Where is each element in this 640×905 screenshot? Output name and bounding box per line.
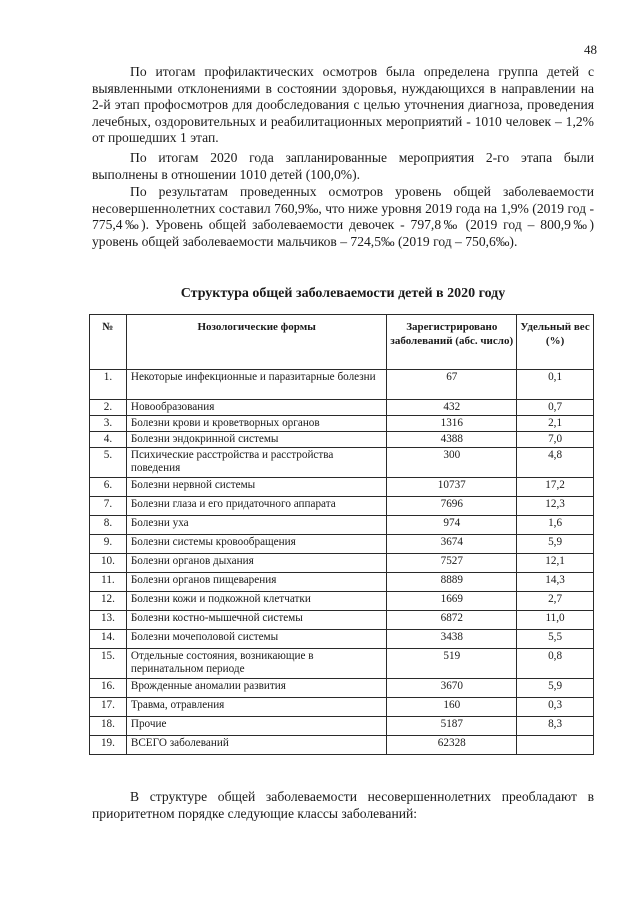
row-name: Болезни нервной системы (126, 478, 387, 497)
row-count: 3674 (387, 535, 517, 554)
row-count: 8889 (387, 573, 517, 592)
table-row (90, 478, 594, 497)
table-row (90, 416, 594, 432)
table-row (90, 448, 594, 478)
paragraph-structure-intro: В структуре общей заболеваемости несовершеннолетних преобладают в приоритетном порядке следующие классы заболеваний: (92, 789, 594, 821)
table-row (90, 649, 594, 679)
row-count: 5187 (387, 717, 517, 736)
row-number: 18. (90, 717, 127, 736)
morbidity-table (89, 314, 594, 755)
row-share: 2,7 (517, 592, 594, 611)
row-number: 10. (90, 554, 127, 573)
row-share: 12,3 (517, 497, 594, 516)
table-row (90, 717, 594, 736)
paragraph-morbidity-level: По результатам проведенных осмотров уровень общей заболеваемости несовершеннолетних составил 760,9‰, что ниже уровня 2019 года на 1,9% (2019 год - 775,4‰). Уровень общей заболеваемости девочек - 797,8‰ (2019 год – 800,9‰) уровень общей заболеваемости мальчиков – 724,5‰ (2019 год – 750,6‰). (92, 184, 594, 249)
paragraph-screening-results: По итогам профилактических осмотров была определена группа детей с выявленными отклонениями в состоянии здоровья, нуждающихся в направлении на 2-й этап профосмотров для дообследования с целью уточнения диагноза, проведения лечебных, оздоровительных и реабилитационных мероприятий - 1010 человек – 1,2% от прошедших 1 этап. (92, 64, 594, 145)
row-count: 432 (387, 400, 517, 416)
row-name: ВСЕГО заболеваний (126, 736, 387, 755)
row-number: 19. (90, 736, 127, 755)
row-name: Врожденные аномалии развития (126, 679, 387, 698)
row-count: 519 (387, 649, 517, 679)
row-share: 12,1 (517, 554, 594, 573)
row-share: 5,9 (517, 535, 594, 554)
row-share: 0,8 (517, 649, 594, 679)
row-count: 1316 (387, 416, 517, 432)
paragraph-second-stage: По итогам 2020 года запланированные мероприятия 2-го этапа были выполнены в отношении 1010 детей (100,0%). (92, 150, 594, 182)
table-row (90, 736, 594, 755)
row-number: 11. (90, 573, 127, 592)
table-row (90, 573, 594, 592)
row-number: 8. (90, 516, 127, 535)
page-number: 48 (584, 42, 597, 57)
row-name: Болезни эндокринной системы (126, 432, 387, 448)
row-name: Болезни органов дыхания (126, 554, 387, 573)
row-share: 8,3 (517, 717, 594, 736)
row-name: Прочие (126, 717, 387, 736)
row-share: 5,9 (517, 679, 594, 698)
row-number: 1. (90, 370, 127, 400)
row-name: Болезни костно-мышечной системы (126, 611, 387, 630)
table-row (90, 592, 594, 611)
table-header-row (90, 315, 594, 370)
header-share: Удельный вес (%) (517, 315, 594, 370)
row-share: 2,1 (517, 416, 594, 432)
row-count: 3438 (387, 630, 517, 649)
row-share: 0,7 (517, 400, 594, 416)
table-title: Структура общей заболеваемости детей в 2020 году (180, 286, 506, 301)
row-name: Болезни кожи и подкожной клетчатки (126, 592, 387, 611)
row-number: 3. (90, 416, 127, 432)
row-count: 3670 (387, 679, 517, 698)
row-number: 13. (90, 611, 127, 630)
row-count: 4388 (387, 432, 517, 448)
row-number: 12. (90, 592, 127, 611)
row-count: 300 (387, 448, 517, 478)
header-name: Нозологические формы (126, 315, 387, 370)
header-count: Зарегистрировано заболеваний (абс. число) (387, 315, 517, 370)
table-row (90, 679, 594, 698)
row-number: 2. (90, 400, 127, 416)
row-count: 7696 (387, 497, 517, 516)
row-number: 4. (90, 432, 127, 448)
row-name: Травма, отравления (126, 698, 387, 717)
row-share: 17,2 (517, 478, 594, 497)
table-row (90, 432, 594, 448)
row-number: 14. (90, 630, 127, 649)
row-count: 1669 (387, 592, 517, 611)
row-share (517, 736, 594, 755)
row-share: 14,3 (517, 573, 594, 592)
row-number: 7. (90, 497, 127, 516)
row-name: Отдельные состояния, возникающие в перинатальном периоде (126, 649, 387, 679)
row-count: 10737 (387, 478, 517, 497)
row-share: 4,8 (517, 448, 594, 478)
row-number: 16. (90, 679, 127, 698)
row-number: 17. (90, 698, 127, 717)
table-row (90, 497, 594, 516)
row-name: Психические расстройства и расстройства поведения (126, 448, 387, 478)
table-body (90, 370, 594, 755)
table-row (90, 516, 594, 535)
table-row (90, 698, 594, 717)
table-row (90, 370, 594, 400)
row-name: Новообразования (126, 400, 387, 416)
row-count: 974 (387, 516, 517, 535)
row-count: 160 (387, 698, 517, 717)
table-row (90, 554, 594, 573)
row-name: Болезни органов пищеварения (126, 573, 387, 592)
row-number: 6. (90, 478, 127, 497)
row-count: 7527 (387, 554, 517, 573)
table-row (90, 611, 594, 630)
header-num: № (90, 315, 127, 370)
row-share: 11,0 (517, 611, 594, 630)
row-count: 67 (387, 370, 517, 400)
row-name: Некоторые инфекционные и паразитарные болезни (126, 370, 387, 400)
row-share: 1,6 (517, 516, 594, 535)
row-count: 6872 (387, 611, 517, 630)
row-share: 5,5 (517, 630, 594, 649)
row-number: 5. (90, 448, 127, 478)
row-share: 0,1 (517, 370, 594, 400)
row-share: 0,3 (517, 698, 594, 717)
row-name: Болезни мочеполовой системы (126, 630, 387, 649)
table-row (90, 630, 594, 649)
row-number: 15. (90, 649, 127, 679)
row-name: Болезни системы кровообращения (126, 535, 387, 554)
row-number: 9. (90, 535, 127, 554)
row-name: Болезни глаза и его придаточного аппарата (126, 497, 387, 516)
row-count: 62328 (387, 736, 517, 755)
row-share: 7,0 (517, 432, 594, 448)
row-name: Болезни крови и кроветворных органов (126, 416, 387, 432)
table-row (90, 400, 594, 416)
table-row (90, 535, 594, 554)
row-name: Болезни уха (126, 516, 387, 535)
